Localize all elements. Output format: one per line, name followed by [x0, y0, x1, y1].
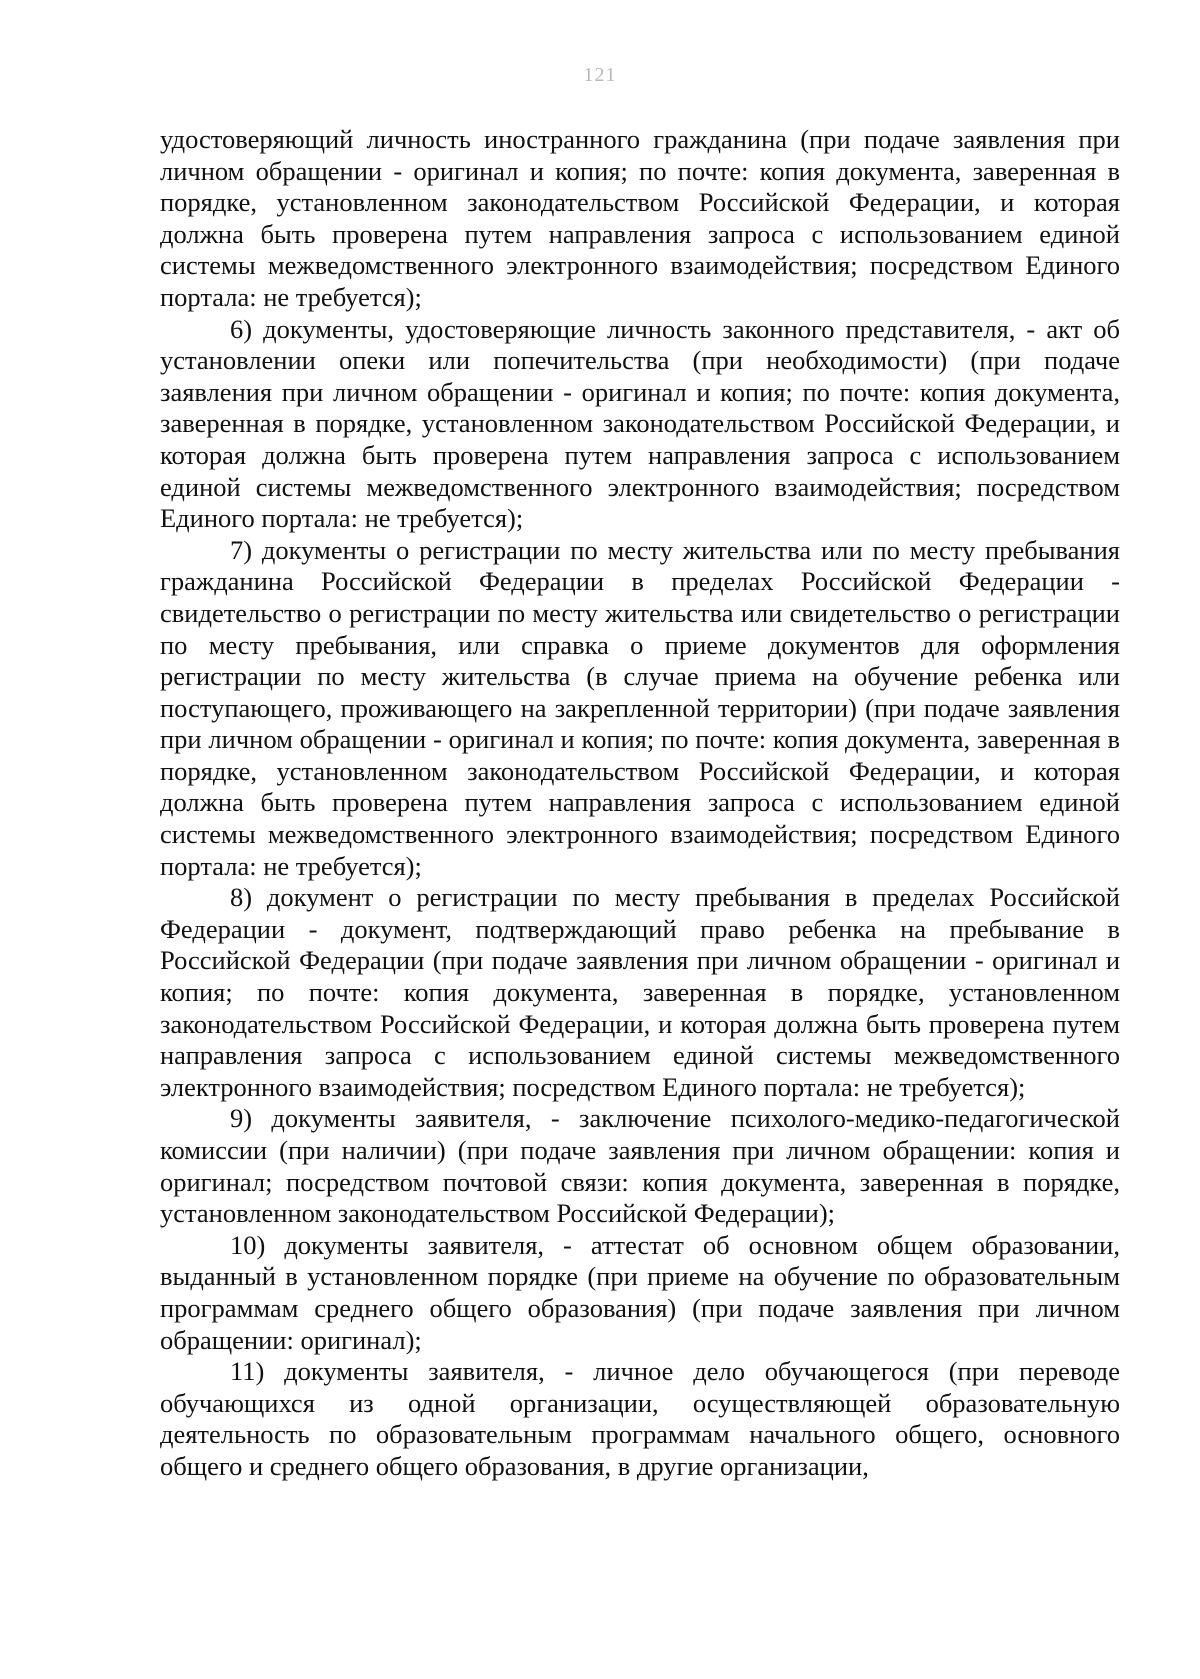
paragraph-item-8: 8) документ о регистрации по месту пребывания в пределах Российской Федерации - документ, подтверждающий право ребенка на пребывание в Российской Федерации (при подаче заявления при личном обращении - оригинал и копия; по почте: копия документа, заверенная в порядке, установленном законодательством Российской Федерации, и которая должна быть проверена путем направления запроса с использованием единой системы межведомственного электронного взаимодействия; посредством Единого портала: не требуется);: [160, 882, 1120, 1102]
page-number: 121: [583, 64, 617, 86]
paragraph-item-7: 7) документы о регистрации по месту жительства или по месту пребывания гражданина Российской Федерации в пределах Российской Федерации - свидетельство о регистрации по месту жительства или свидетельство о регистрации по месту пребывания, или справка о приеме документов для оформления регистрации по месту жительства (в случае приема на обучение ребенка или поступающего, проживающего на закрепленной территории) (при подаче заявления при личном обращении - оригинал и копия; по почте: копия документа, заверенная в порядке, установленном законодательством Российской Федерации, и которая должна быть проверена путем направления запроса с использованием единой системы межведомственного электронного взаимодействия; посредством Единого портала: не требуется);: [160, 534, 1120, 881]
paragraph-item-9: 9) документы заявителя, - заключение психолого-медико-педагогической комиссии (при наличии) (при подаче заявления при личном обращении: копия и оригинал; посредством почтовой связи: копия документа, заверенная в порядке, установленном законодательством Российской Федерации);: [160, 1103, 1120, 1229]
paragraph-continuation: удостоверяющий личность иностранного гражданина (при подаче заявления при личном обращении - оригинал и копия; по почте: копия документа, заверенная в порядке, установленном законодательством Российской Федерации, и которая должна быть проверена путем направления запроса с использованием единой системы межведомственного электронного взаимодействия; посредством Единого портала: не требуется);: [160, 124, 1120, 312]
paragraph-item-10: 10) документы заявителя, - аттестат об основном общем образовании, выданный в установленном порядке (при приеме на обучение по образовательным программам среднего общего образования) (при подаче заявления при личном обращении: оригинал);: [160, 1229, 1120, 1355]
paragraph-item-11: 11) документы заявителя, - личное дело обучающегося (при переводе обучающихся из одной организации, осуществляющей образовательную деятельность по образовательным программам начального общего, основного общего и среднего общего образования, в другие организации,: [160, 1356, 1120, 1481]
paragraph-item-6: 6) документы, удостоверяющие личность законного представителя, - акт об установлении опеки или попечительства (при необходимости) (при подаче заявления при личном обращении - оригинал и копия; по почте: копия документа, заверенная в порядке, установленном законодательством Российской Федерации, и которая должна быть проверена путем направления запроса с использованием единой системы межведомственного электронного взаимодействия; посредством Единого портала: не требуется);: [160, 313, 1120, 534]
document-body: [160, 124, 1120, 1483]
